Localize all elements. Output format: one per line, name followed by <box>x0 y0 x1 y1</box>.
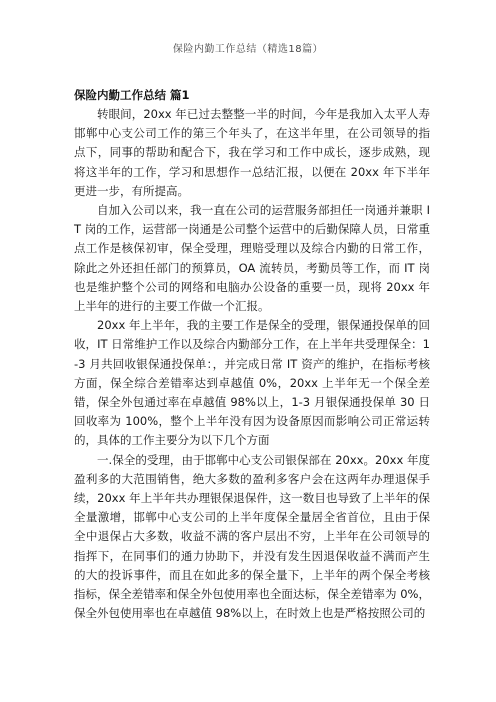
paragraph-1: 转眼间，20xx 年已过去整整一半的时间，今年是我加入太平人寿邯郸中心支公司工作的第三个年头了，在这半年里，在公司领导的指点下，同事的帮助和配合下，我在学习和工作中成长，逐步成熟，现将这半年的工作，学习和思想作一总结汇报，以便在 20xx 年下半年更进一步，有所提高。 <box>74 107 430 198</box>
paragraph-2: 自加入公司以来，我一直在公司的运营服务部担任一岗通并兼职 IT 岗的工作，运营部一岗通是公司整个运营中的后勤保障人员，日常重点工作是核保初审，保全受理，理赔受理以及综合内勤的日常工作，除此之外还担任部门的预算员，OA 流转员，考勤员等工作，而 IT 岗也是维护整个公司的网络和电脑办公设备的重要一员，现将 20xx 年上半年的进行的主要工作做一个汇报。 <box>74 203 430 314</box>
article-body <box>74 86 430 623</box>
document-header-title: 保险内勤工作总结（精选18篇） <box>172 44 324 55</box>
paragraph-3: 20xx 年上半年，我的主要工作是保全的受理，银保通投保单的回收，IT 日常维护工作以及综合内勤部分工作，在上半年共受理保全：1-3 月共回收银保通投保单：，并完成日常 IT 资产的维护，在指标考核方面，保全综合差错率达到卓越值 0%，20xx 上半年无一个保全差错，保全外包通过率在卓越值 98%以上，1-3 月银保通投保单 30 日回收率为 100%，整个上半年没有因为设备原因而影响公司正常运转的，具体的工作主要分为以下几个方面 <box>74 318 430 448</box>
section-title: 保险内勤工作总结 篇1 <box>74 88 190 102</box>
paragraph-4: 一.保全的受理，由于邯郸中心支公司银保部在 20xx。20xx 年度盈利多的大范围销售，绝大多数的盈利多客户会在这两年办理退保手续，20xx 年上半年共办理银保退保件，这一数目也导致了上半年的保全量激增，邯郸中心支公司的上半年度保全量居全省首位，且由于保全中退保占大多数，收益不满的客户层出不穷，上半年在公司领导的指挥下，在同事们的通力协助下，并没有发生因退保收益不满而产生的大的投诉事件，而且在如此多的保全量下，上半年的两个保全考核指标，保全差错率和保全外包使用率也全面达标，保全差错率为 0%，保全外包使用率也在卓越值 98%以上，在时效上也是严格按照公司的 <box>74 452 430 621</box>
